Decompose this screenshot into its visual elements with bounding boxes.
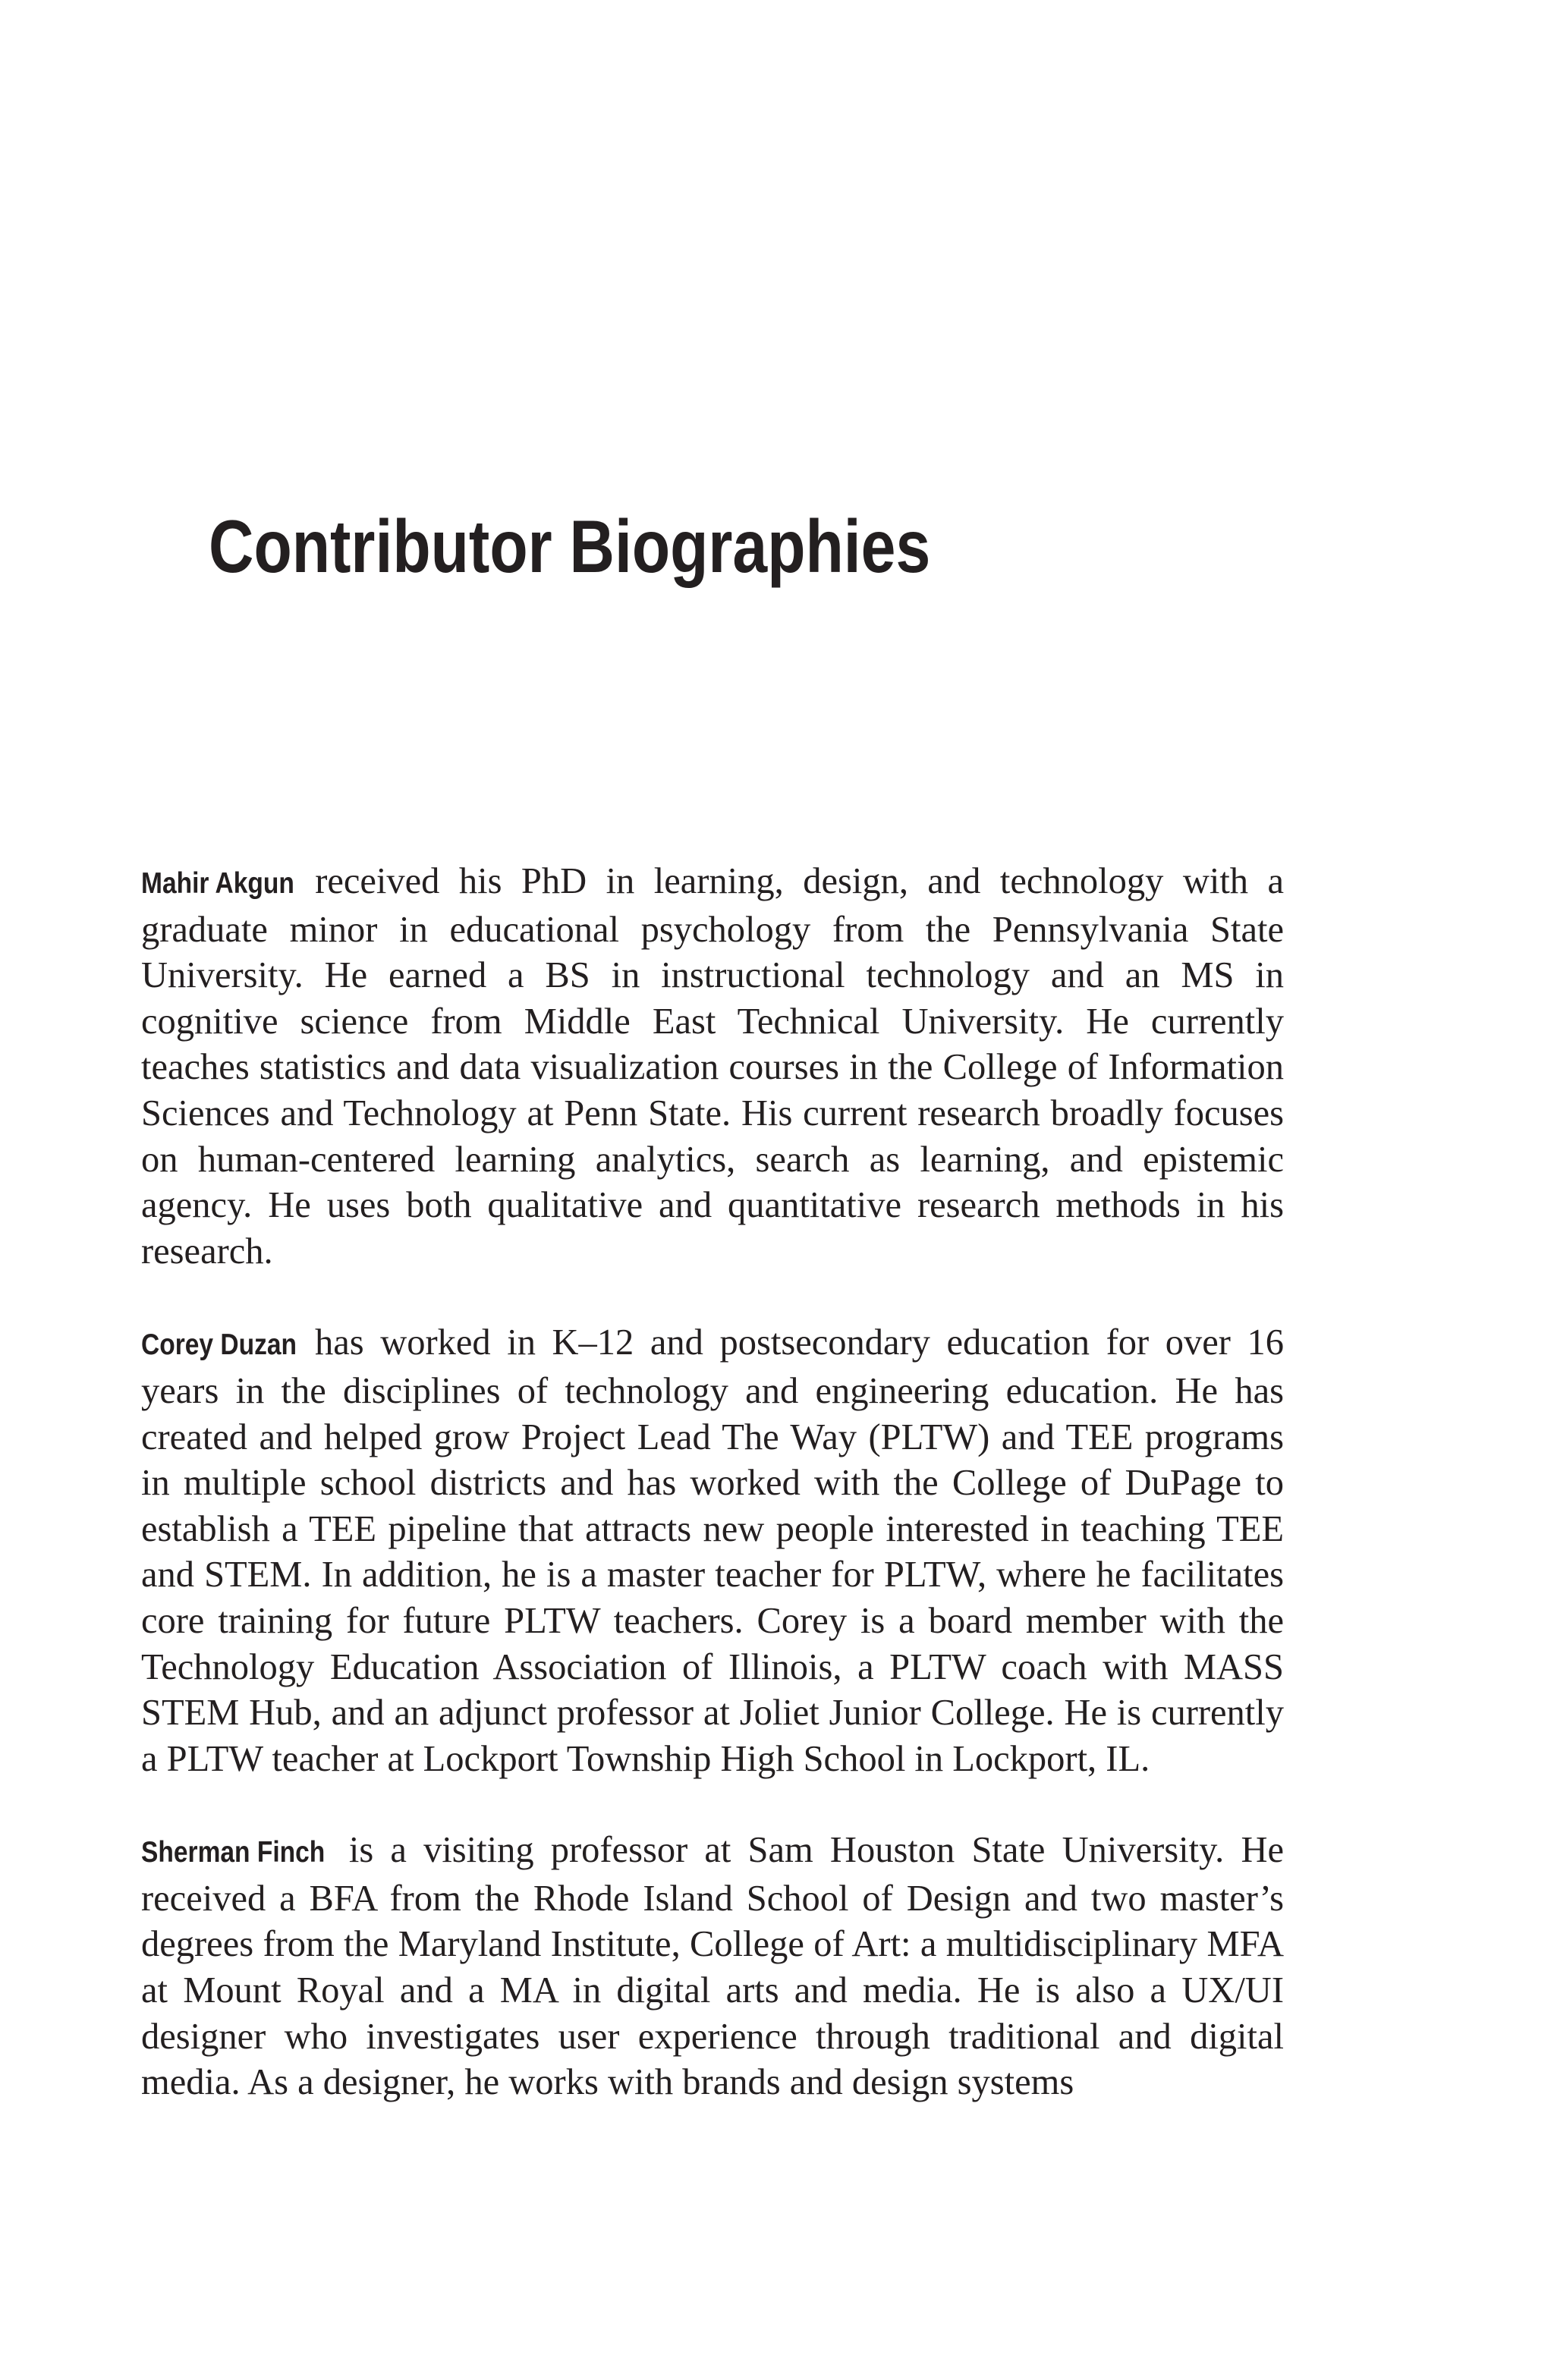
biographies-list	[141, 859, 1284, 2152]
biography-text: has worked in K–12 and postsecondary education for over 16 years in the disciplines of technology and engineering education. He has created and helped grow Project Lead The Way (PLTW) and TEE programs in multiple school districts and has worked with the College of DuPage to establish a TEE pipeline that attracts new people interested in teaching TEE and STEM. In addition, he is a master teacher for PLTW, where he facilitates core training for future PLTW teachers. Corey is a board member with the Technology Education Association of Illinois, a PLTW coach with MASS STEM Hub, and an adjunct professor at Joliet Junior College. He is currently a PLTW teacher at Lockport Township High School in Lockport, IL.	[141, 1322, 1285, 1779]
biography-text: received his PhD in learning, design, and technology with a graduate minor in educational psychology from the Pennsylvania State University. He earned a BS in instructional technology and an MS in cognitive science from Middle East Technical University. He currently teaches statistics and data visualization courses in the College of Information Sciences and Technology at Penn State. His current research broadly focuses on human-centered learning analytics, search as learning, and epistemic agency. He uses both qualitative and quantitative research methods in his research.	[141, 861, 1285, 1272]
chapter-title: Contributor Biographies	[209, 505, 931, 588]
contributor-name: Mahir Akgun	[141, 867, 294, 900]
biography-paragraph	[141, 1320, 1284, 1782]
biography-paragraph	[141, 859, 1284, 1275]
contributor-name: Corey Duzan	[141, 1328, 297, 1362]
contributor-name: Sherman Finch	[141, 1836, 326, 1869]
biography-text: is a visiting professor at Sam Houston State University. He received a BFA from the Rhode Island School of Design and two master’s degrees from the Maryland Institute, College of Art: a multidisciplinary MFA at Mount Royal and a MA in digital arts and media. He is also a UX/UI designer who investigates user experience through traditional and digital media. As a designer, he works with brands and design systems	[141, 1830, 1285, 2103]
biography-paragraph	[141, 1828, 1284, 2106]
